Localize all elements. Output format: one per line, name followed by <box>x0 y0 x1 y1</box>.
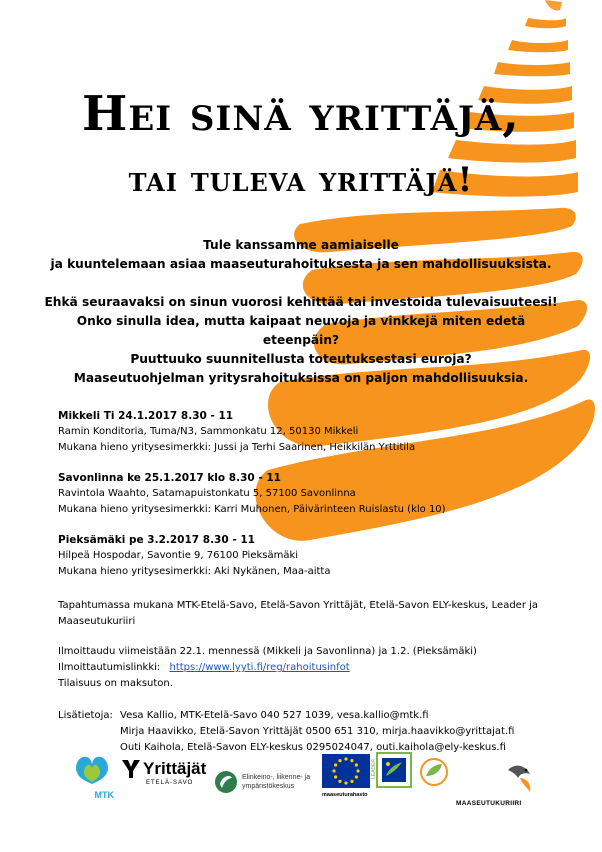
event-example: Mukana hieno yritysesimerkki: Jussi ja Terhi Saarinen, Heikkilän Yrttitila <box>58 442 416 453</box>
round-leader-group-logo <box>420 758 450 798</box>
contacts-label: Lisätietoja: <box>58 710 113 721</box>
event-mikkeli <box>58 408 558 456</box>
free-of-charge-note: Tilaisuus on maksuton. <box>58 678 173 689</box>
contact-person: Outi Kaihola, Etelä-Savon ELY-keskus 0295024047, outi.kaihola@ely-keskus.fi <box>120 742 506 753</box>
event-place: Hilpeä Hospodar, Savontie 9, 76100 Pieksämäki <box>58 550 299 561</box>
event-heading: Mikkeli Ti 24.1.2017 8.30 - 11 <box>58 410 234 422</box>
leader-emblem-icon <box>376 752 412 788</box>
registration-info <box>58 644 558 692</box>
event-heading: Savonlinna ke 25.1.2017 klo 8.30 - 11 <box>58 472 281 484</box>
ely-line2: ympäristökeskus <box>242 783 295 790</box>
contact-person: Mirja Haavikko, Etelä-Savon Yrittäjät 0500 651 310, mirja.haavikko@yrittajat.fi <box>120 726 515 737</box>
ely-logo <box>214 762 318 802</box>
sponsor-logos <box>0 752 602 822</box>
event-heading: Pieksämäki pe 3.2.2017 8.30 - 11 <box>58 534 255 546</box>
yrittajat-text: Yrittäjät <box>143 759 207 778</box>
ely-line1: Elinkeino-, liikenne- ja <box>242 774 311 781</box>
contact-info <box>58 708 578 756</box>
intro-line: Puuttuuko suunnitellusta toteutuksestasi euroja? <box>130 352 472 366</box>
maaseuturahasto-text: maaseuturahasto <box>322 792 368 798</box>
registration-deadline: Ilmoittaudu viimeistään 22.1. mennessä (Mikkeli ja Savonlinna) ja 1.2. (Pieksämäki) <box>58 646 477 657</box>
kuriiri-bird-icon <box>456 756 546 796</box>
registration-link-label: Ilmoittautumislinkki: <box>58 662 161 673</box>
event-example: Mukana hieno yritysesimerkki: Aki Nykänen, Maa-aitta <box>58 566 331 577</box>
ely-leaf-icon <box>214 770 238 794</box>
participants-line: Maaseutukuriiri <box>58 616 136 627</box>
leader-logo <box>371 752 414 802</box>
mtk-leaf-icon <box>70 752 114 786</box>
yrittajat-subtext: ETELÄ-SAVO <box>146 780 194 786</box>
intro-line: Onko sinulla idea, mutta kaipaat neuvoja ja vinkkejä miten edetä eteenpäin? <box>76 314 526 347</box>
intro-text <box>40 236 562 388</box>
maaseutukuriiri-logo <box>456 756 546 812</box>
event-place: Ramin Konditoria, Tuma/N3, Sammonkatu 12, 50130 Mikkeli <box>58 426 359 437</box>
contact-person: Vesa Kallio, MTK-Etelä-Savo 040 527 1039, vesa.kallio@mtk.fi <box>120 710 429 721</box>
participants-line: Tapahtumassa mukana MTK-Etelä-Savo, Etelä-Savon Yrittäjät, Etelä-Savon ELY-keskus, Leader ja <box>58 600 539 611</box>
headline: Hei sinä yrittäjä, <box>81 86 521 142</box>
eu-maaseuturahasto-logo <box>322 754 372 808</box>
intro-line: Tule kanssamme aamiaiselle <box>203 238 399 252</box>
event-list <box>58 408 558 594</box>
eu-flag-icon <box>322 754 370 788</box>
participants-text <box>58 598 558 630</box>
maaseutukuriiri-text: MAASEUTUKURIIRI <box>456 800 522 807</box>
mtk-logo <box>70 752 114 808</box>
registration-link[interactable]: https://www.lyyti.fi/reg/rahoitusinfot <box>169 662 350 673</box>
yrittajat-logo <box>120 758 210 808</box>
event-savonlinna <box>58 470 558 518</box>
intro-line: Ehkä seuraavaksi on sinun vuorosi kehittää tai investoida tulevaisuuteesi! <box>44 295 558 309</box>
subheadline: tai tuleva yrittäjä! <box>128 160 474 200</box>
leader-text: LEADER <box>371 758 378 780</box>
intro-line: ja kuuntelemaan asiaa maaseuturahoituksesta ja sen mahdollisuuksista. <box>50 257 552 271</box>
yrittajat-y-icon <box>120 758 142 780</box>
event-place: Ravintola Waahto, Satamapuistonkatu 5, 57100 Savonlinna <box>58 488 356 499</box>
intro-line: Maaseutuohjelman yritysrahoituksissa on paljon mahdollisuuksia. <box>73 371 529 385</box>
event-pieksamaki <box>58 532 558 580</box>
registration-link-row <box>58 660 558 676</box>
event-example: Mukana hieno yritysesimerkki: Karri Muhonen, Päivärinteen Ruislastu (klo 10) <box>58 504 446 515</box>
round-green-emblem-icon <box>420 758 448 786</box>
mtk-text: MTK <box>94 790 114 800</box>
